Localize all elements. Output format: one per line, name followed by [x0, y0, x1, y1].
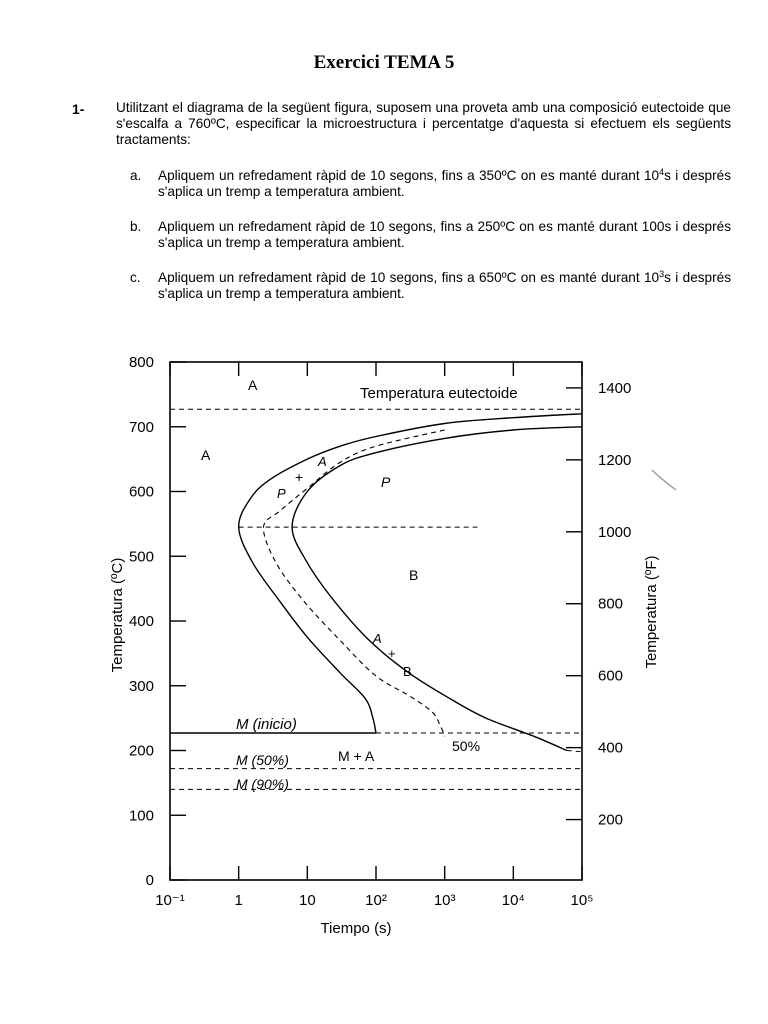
- x-tick-label: 10⁵: [570, 892, 594, 909]
- eutectoid-label: Temperatura eutectoide: [360, 385, 518, 402]
- item-letter: b.: [130, 219, 142, 234]
- x-tick-label: 10⁻¹: [155, 892, 185, 909]
- region-label: M + A: [338, 748, 375, 764]
- item-text: Apliquem un refredament ràpid de 10 segons, fins a 650ºC on es manté durant $10^3s$ i després s'aplica un tremp a temperatura ambient.: [158, 269, 731, 301]
- end-extension: [567, 751, 582, 752]
- question-number: 1-: [72, 101, 85, 117]
- y-right-tick-label: 400: [598, 739, 624, 757]
- region-label: +: [295, 469, 304, 485]
- region-label: P: [381, 474, 391, 490]
- item-text: Apliquem un refredament ràpid de 10 segons, fins a 250ºC on es manté durant 100s i després s'aplica un tremp a temperatura ambient.: [158, 219, 731, 250]
- ms-start-label: M (inicio): [236, 716, 297, 733]
- y-left-tick-label: 500: [128, 548, 154, 566]
- y-left-tick-label: 0: [145, 872, 154, 889]
- y-left-label: Temperatura (ºC): [109, 557, 126, 673]
- plot-border: [170, 362, 582, 880]
- item-letter: a.: [130, 168, 142, 183]
- item-letter: c.: [130, 270, 141, 285]
- pencil-mark: [652, 470, 676, 490]
- y-left-tick-label: 800: [128, 354, 154, 371]
- ms-50-label: M (50%): [236, 752, 289, 768]
- y-left-tick-label: 100: [128, 807, 154, 825]
- x-tick-label: 1: [234, 892, 243, 909]
- region-label: B: [403, 664, 412, 679]
- region-label: P: [277, 486, 286, 501]
- region-label: A: [373, 631, 382, 646]
- region-label: A: [318, 454, 327, 469]
- region-label: A: [201, 447, 211, 463]
- x-tick-label: 10⁴: [501, 892, 525, 909]
- y-right-tick-label: 800: [598, 595, 624, 613]
- curve-end: [292, 427, 582, 751]
- y-left-tick-label: 600: [128, 483, 154, 501]
- x-tick-label: 10²: [365, 892, 387, 909]
- y-left-tick-label: 200: [128, 742, 154, 760]
- question-intro: Utilitzant el diagrama de la següent figura, suposem una proveta amb una composició eutectoide que s'escalfa a 760ºC, especificar la microestructura i percentatge d'aquesta si efectuem els següents tractaments:: [116, 100, 731, 147]
- y-right-tick-label: 1400: [598, 379, 632, 397]
- region-label: +: [388, 646, 396, 661]
- y-left-tick-label: 700: [128, 418, 154, 436]
- region-label: A: [248, 377, 258, 393]
- page-title: Exercici TEMA 5: [313, 52, 455, 73]
- y-right-tick-label: 1000: [598, 523, 632, 541]
- x-tick-label: 10: [298, 892, 316, 909]
- x-tick-label: 10³: [433, 892, 456, 909]
- y-right-label: Temperatura (ºF): [643, 555, 660, 669]
- plot-frame: [170, 362, 582, 880]
- region-label: 50%: [452, 738, 481, 754]
- y-right-tick-label: 1200: [598, 451, 632, 469]
- y-right-tick-label: 600: [598, 667, 624, 685]
- y-right-tick-label: 200: [598, 811, 624, 829]
- curve-50%: [263, 430, 444, 736]
- y-left-tick-label: 300: [128, 677, 154, 695]
- x-axis-label: Tiempo (s): [320, 920, 392, 937]
- item-text: Apliquem un refredament ràpid de 10 segons, fins a 350ºC on es manté durant $10^4s$ i després s'aplica un tremp a temperatura ambient.: [158, 167, 731, 199]
- region-label: B: [409, 567, 419, 583]
- y-left-tick-label: 400: [128, 613, 154, 630]
- ms-90-label: M (90%): [236, 776, 289, 792]
